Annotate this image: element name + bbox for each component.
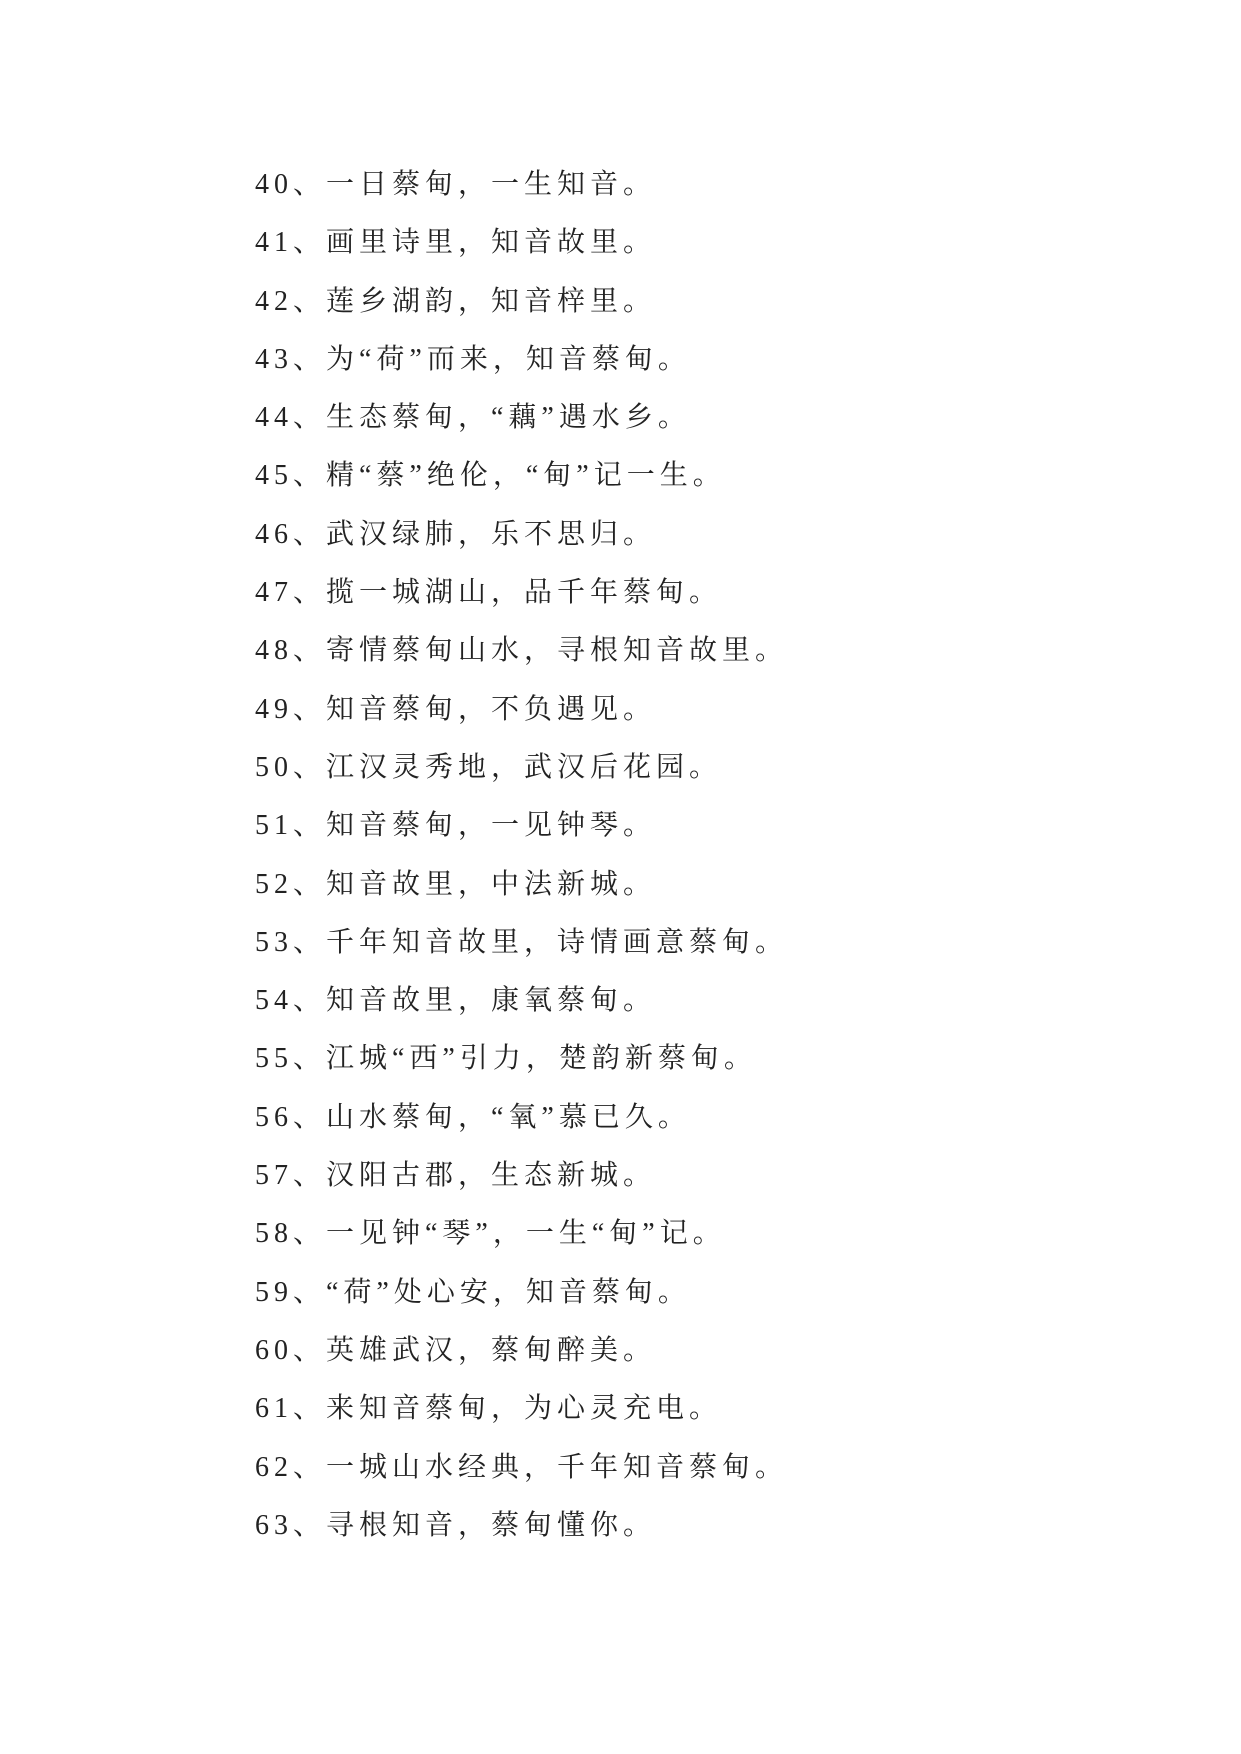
- list-item: 56、山水蔡甸，“氧”慕已久。: [255, 1101, 691, 1133]
- list-item: 55、江城“西”引力，楚韵新蔡甸。: [255, 1043, 757, 1075]
- list-item: 52、知音故里，中法新城。: [255, 868, 657, 900]
- list-item: 45、精“蔡”绝伦，“甸”记一生。: [255, 460, 726, 492]
- list-item: 53、千年知音故里，诗情画意蔡甸。: [255, 926, 789, 958]
- list-item: 44、生态蔡甸，“藕”遇水乡。: [255, 402, 691, 434]
- list-item: 58、一见钟“琴”，一生“甸”记。: [255, 1218, 726, 1250]
- list-item: 40、一日蔡甸，一生知音。: [255, 169, 657, 200]
- list-item: 50、江汉灵秀地，武汉后花园。: [255, 751, 723, 783]
- list-item: 41、画里诗里，知音故里。: [255, 227, 657, 259]
- list-item: 59、“荷”处心安，知音蔡甸。: [255, 1276, 691, 1308]
- list-item: 63、寻根知音，蔡甸懂你。: [255, 1509, 657, 1541]
- list-item: 61、来知音蔡甸，为心灵充电。: [255, 1393, 723, 1425]
- list-item: 48、寄情蔡甸山水，寻根知音故里。: [255, 635, 789, 667]
- list-item: 49、知音蔡甸，不负遇见。: [255, 693, 657, 725]
- list-item: 47、揽一城湖山，品千年蔡甸。: [255, 577, 723, 609]
- list-item: 62、一城山水经典，千年知音蔡甸。: [255, 1451, 789, 1483]
- list-item: 54、知音故里，康氧蔡甸。: [255, 985, 657, 1017]
- slogan-list: [255, 156, 788, 1555]
- list-item: 42、莲乡湖韵，知音梓里。: [255, 285, 657, 317]
- list-item: 43、为“荷”而来，知音蔡甸。: [255, 343, 691, 375]
- list-item: 51、知音蔡甸，一见钟琴。: [255, 810, 657, 842]
- list-item: 46、武汉绿肺，乐不思归。: [255, 518, 657, 550]
- list-item: 60、英雄武汉，蔡甸醉美。: [255, 1334, 657, 1366]
- list-item: 57、汉阳古郡，生态新城。: [255, 1160, 657, 1192]
